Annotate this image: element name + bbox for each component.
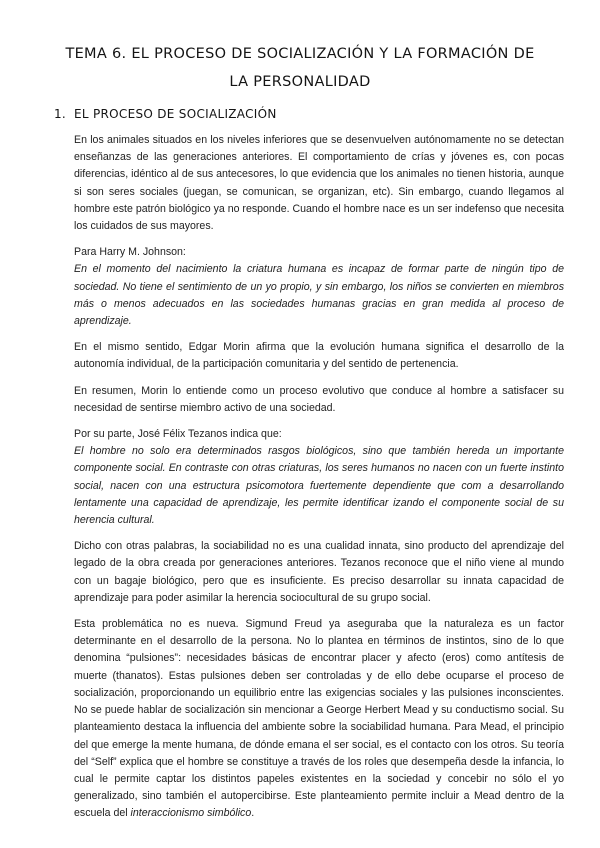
paragraph-freud-mead-end: . (251, 807, 255, 820)
section-heading (54, 107, 277, 121)
paragraph-morin-1: En el mismo sentido, Edgar Morin afirma que la evolución humana significa el desarrollo de la autonomía individual, de la participación comunitaria y del sentido de pertenencia. (74, 341, 564, 371)
paragraph-freud-mead-text: Esta problemática no es nueva. Sigmund Freud ya aseguraba que la naturaleza es un factor determinante en el desarrollo de la persona. No lo plantea en términos de instintos, sino de lo que denomina “pulsiones”: necesidades básicas de encontrar placer y afecto (eros) como antítesis de muerte (thanatos). Estas pulsiones deben ser controladas y de ello debe ocuparse el proceso de socialización, proporcionando un equilibrio entre las exigencias sociales y las pulsiones inconscientes. No se puede hablar de socialización sin mencionar a George Herbert Mead y su conductismo social. Su planteamiento destaca la influencia del ambiente sobre la sociabilidad humana. Para Mead, el principio del que emerge la mente humana, de dónde emana el ser social, es el contacto con los otros. Su teoría del “Self” explica que el hombre se constituye a través de los roles que desempeña desde la infancia, lo cual le permite captar los distintos papeles existentes en la sociedad y concebir no sólo el yo generalizado, sino también el autopercibirse. Este planteamiento permite incluir a Mead dentro de la escuela del (74, 618, 564, 820)
quote-johnson: En el momento del nacimiento la criatura humana es incapaz de formar parte de ningún tipo de sociedad. No tiene el sentimiento de un yo propio, y sin embargo, los niños se convierten en miembros más o menos adecuados en las sociedades humanas gracias en gran medida al proceso de aprendizaje. (74, 263, 564, 328)
section-title: EL PROCESO DE SOCIALIZACIÓN (74, 107, 277, 121)
quote-intro-johnson: Para Harry M. Johnson: (74, 246, 186, 259)
document-title: TEMA 6. EL PROCESO DE SOCIALIZACIÓN Y LA FORMACIÓN DE LA PERSONALIDAD (65, 46, 535, 90)
paragraph-animals: En los animales situados en los niveles inferiores que se desenvuelven autónomamente no se detectan enseñanzas de las generaciones anteriores. El comportamiento de crías y jóvenes es, con pocas diferencias, idéntico al de sus antecesores, lo que evidencia que los animales no tienen historia, aunque si son seres sociales (juegan, se comunican, se organizan, etc). Sin embargo, cuando llegamos al hombre este patrón biológico ya no responde. Cuando el hombre nace es un ser indefenso que necesita los cuidados de sus mayores. (74, 134, 564, 233)
paragraph-morin-2: En resumen, Morin lo entiende como un proceso evolutivo que conduce al hombre a satisfacer su necesidad de sentirse miembro activo de una sociedad. (74, 384, 564, 414)
paragraph-freud-mead (74, 616, 564, 822)
paragraph-sociabilidad: Dicho con otras palabras, la sociabilidad no es una cualidad innata, sino producto del aprendizaje del legado de la obra creada por generaciones anteriores. Tezanos reconoce que el niño viene al mundo con un bagaje biológico, pero que es insuficiente. Es preciso desarrollar su innata capacidad de aprendizaje para poder asimilar la herencia sociocultural de su grupo social. (74, 540, 564, 604)
quote-tezanos: El hombre no solo era determinados rasgos biológicos, sino que también hereda un importante componente social. En contraste con otras criaturas, los seres humanos no nacen con un fuerte instinto social, nacen con una estructura psicomotora fuertemente dependiente que com a desarrollando lentamente una capacidad de aprendizaje, les permite identificar izando el componente social de su herencia cultural. (74, 445, 564, 527)
term-interaccionismo: interaccionismo simbólico (130, 807, 252, 820)
document-body (74, 132, 564, 832)
quote-intro-tezanos: Por su parte, José Félix Tezanos indica que: (74, 428, 282, 441)
section-number: 1. (54, 107, 67, 121)
